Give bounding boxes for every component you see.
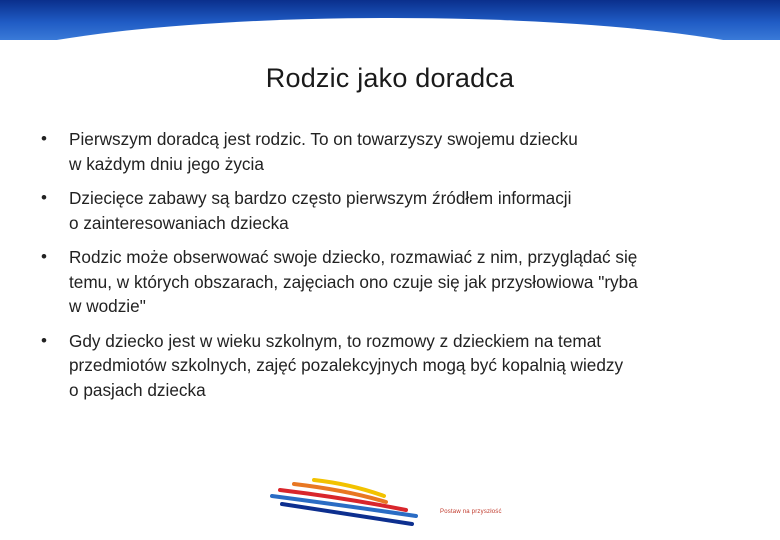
bullet-item bbox=[40, 329, 740, 403]
logo-slogan: Postaw na przyszłość bbox=[440, 509, 502, 515]
bullet-text: Dziecięce zabawy są bardzo często pierwszym źródłem informacji o zainteresowaniach dziecka bbox=[69, 188, 572, 233]
bullet-marker: • bbox=[41, 129, 47, 148]
bullet-text: Pierwszym doradcą jest rodzic. To on towarzyszy swojemu dziecku w każdym dniu jego życia bbox=[69, 129, 578, 174]
bullet-item bbox=[40, 245, 740, 319]
bullet-item bbox=[40, 127, 740, 176]
bullet-marker: • bbox=[41, 188, 47, 207]
bullet-item bbox=[40, 186, 740, 235]
slide-title: Rodzic jako doradca bbox=[265, 63, 515, 93]
bullet-marker: • bbox=[41, 330, 47, 350]
bullet-marker: • bbox=[41, 247, 47, 266]
footer-logo bbox=[266, 474, 516, 534]
bullet-text: Rodzic może obserwować swoje dziecko, rozmawiać z nim, przyglądać się temu, w których obszarach, zajęciach ono czuje się jak przysłowiowa "ryba w wodzie" bbox=[69, 247, 638, 316]
bullet-list bbox=[40, 127, 740, 412]
bullet-text: Gdy dziecko jest w wieku szkolnym, to rozmowy z dzieckiem na temat przedmiotów szkolnych, zajęć pozalekcyjnych mogą być kopalnią wiedzy o pasjach dziecka bbox=[69, 330, 624, 400]
